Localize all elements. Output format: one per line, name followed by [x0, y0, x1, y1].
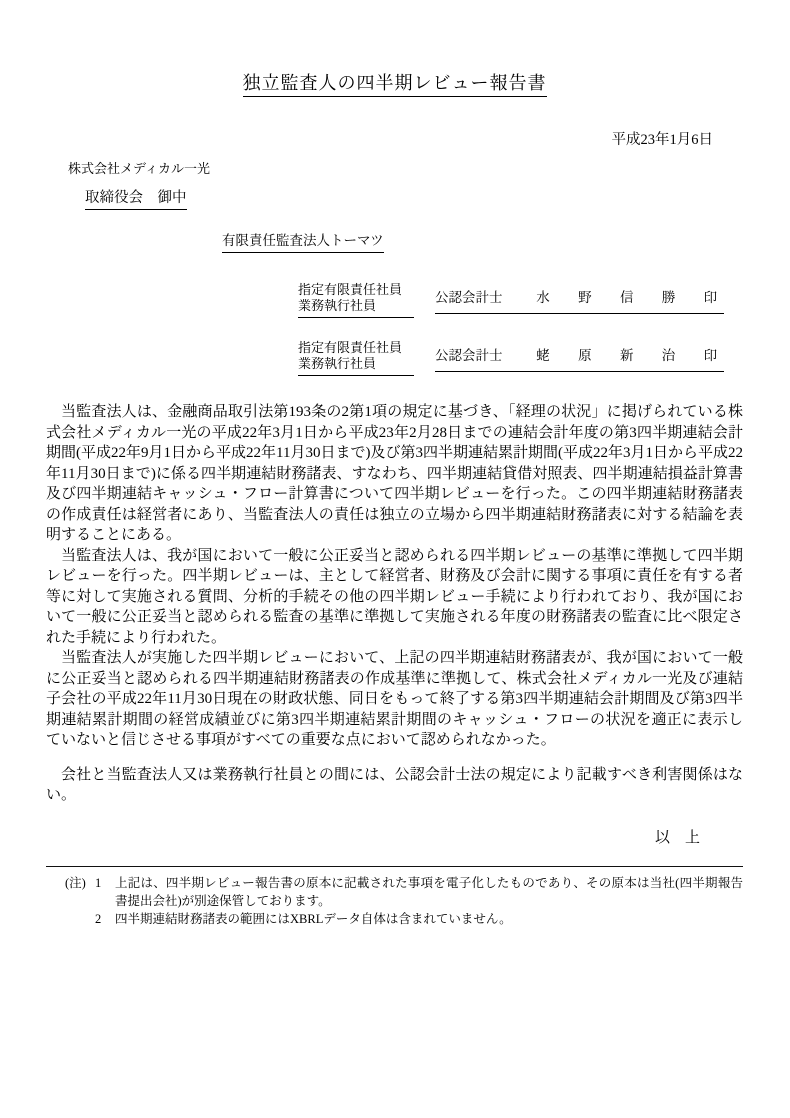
signature-role-1-line2: 業務執行社員: [298, 298, 377, 313]
addressee-honorific-text: 取締役会 御中: [85, 189, 187, 210]
signature-role-2-line2: 業務執行社員: [298, 356, 377, 371]
signature-role-2: [298, 340, 414, 376]
note-number-2: 2: [95, 911, 102, 926]
seal-mark-2: 印: [703, 348, 718, 363]
addressee-company: 株式会社メディカル一光: [68, 161, 210, 176]
signature-role-2-line1: 指定有限責任社員: [298, 340, 403, 355]
note-text-1: 上記は、四半期レビュー報告書の原本に記載された事項を電子化したものであり、その原本は当社(四半期報告書提出会社)が別途保管しております。: [115, 875, 743, 908]
signature-row-1: [298, 282, 743, 318]
signature-row-2: [298, 340, 743, 376]
note-number-1: 1: [95, 875, 102, 890]
signature-person-2: 蛯原新治: [536, 348, 704, 363]
note-item-2: [95, 910, 743, 928]
notes-items: [95, 874, 743, 928]
signature-person-1: 水野信勝: [536, 290, 704, 305]
signature-role-1-line1: 指定有限責任社員: [298, 282, 403, 297]
signature-name-1: [435, 289, 724, 314]
report-date: 平成23年1月6日: [611, 132, 713, 148]
body-paragraph-conclusion: 当監査法人が実施した四半期レビューにおいて、上記の四半期連結財務諸表が、我が国において一般に公正妥当と認められる四半期連結財務諸表の作成基準に準拠して、株式会社メディカル一光及び連結子会社の平成22年11月30日現在の財政状態、同日をもって終了する第3四半期連結会計期間及び第3四半期連結累計期間の経営成績並びに第3四半期連結累計期間のキャッシュ・フローの状況を適正に表示していないと信じさせる事項がすべての重要な点において認められなかった。: [46, 650, 743, 748]
notes-label: (注): [65, 875, 86, 890]
signature-name-2: [435, 347, 724, 372]
body-paragraph-relationship: 会社と当監査法人又は業務執行社員との間には、公認会計士法の規定により記載すべき利害関係はない。: [46, 766, 743, 803]
title-block: [46, 0, 743, 97]
notes-divider: [46, 866, 743, 867]
page-title: 独立監査人の四半期レビュー報告書: [243, 72, 547, 97]
audit-firm-name-text: 有限責任監査法人トーマツ: [222, 232, 384, 253]
signature-qualification-2: 公認会計士: [435, 348, 503, 363]
closing-statement: 以 上: [654, 829, 700, 846]
body-paragraph-scope: 当監査法人は、金融商品取引法第193条の2第1項の規定に基づき、「経理の状況」に掲げられている株式会社メディカル一光の平成22年3月1日から平成23年2月28日までの連結会計年度の第3四半期連結会計期間(平成22年9月1日から平成22年11月30日まで)及び第3四半期連結累計期間(平成22年3月1日から平成22年11月30日まで)に係る四半期連結財務諸表、すなわち、四半期連結貸借対照表、四半期連結損益計算書及び四半期連結キャッシュ・フロー計算書について四半期レビューを行った。この四半期連結財務諸表の作成責任は経営者にあり、当監査法人の責任は独立の立場から四半期連結財務諸表に対する結論を表明することにある。: [46, 404, 743, 543]
signature-role-1: [298, 282, 414, 318]
signature-qualification-1: 公認会計士: [435, 290, 503, 305]
notes-section: [46, 874, 743, 928]
seal-mark-1: 印: [703, 290, 718, 305]
audit-firm-name: [222, 232, 743, 253]
note-text-2: 四半期連結財務諸表の範囲にはXBRLデータ自体は含まれていません。: [115, 911, 512, 926]
body-paragraph-review-standards: 当監査法人は、我が国において一般に公正妥当と認められる四半期レビューの基準に準拠して四半期レビューを行った。四半期レビューは、主として経営者、財務及び会計に関する事項に責任を有する者等に対して実施される質問、分析的手続その他の四半期レビュー手続により行われており、我が国において一般に公正妥当と認められる監査の基準に準拠して実施される年度の財務諸表の監査に比べ限定された手続により行われた。: [46, 547, 743, 646]
addressee-honorific: [85, 189, 743, 210]
note-item-1: [95, 874, 743, 910]
